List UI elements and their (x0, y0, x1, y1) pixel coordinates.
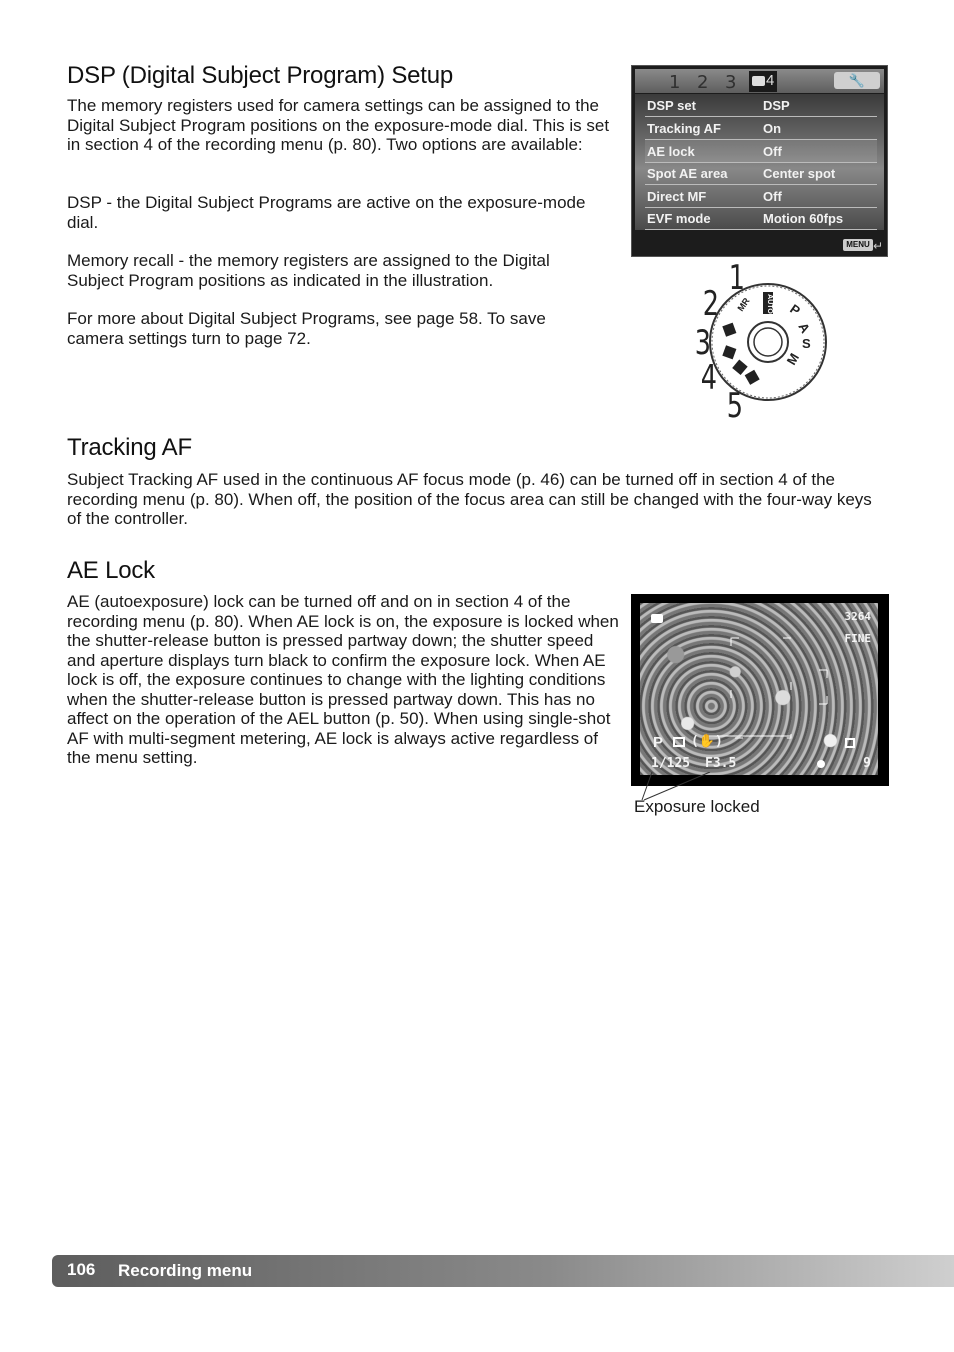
drive-mode-icon (845, 738, 855, 748)
menu-row-value: Off (763, 144, 782, 159)
menu-row-ae-lock[interactable] (645, 140, 877, 163)
dsp-paragraph-1: The memory registers used for camera settings can be assigned to the Digital Subject Program positions on the exposure-mode dial. This is set in section 4 of the recording menu (p. 80). Two options are available: (67, 96, 610, 154)
dsp-paragraph-3: Memory recall - the memory registers are assigned to the Digital Subject Program positions as indicated in the illustration. (67, 251, 550, 290)
frame-counter: 9 (863, 756, 871, 771)
menu-tab-2[interactable]: 2 (697, 72, 709, 93)
menu-row-value: DSP (763, 98, 790, 113)
dsp-heading: DSP (Digital Subject Program) Setup (67, 62, 454, 89)
exposure-mode-indicator: P (653, 734, 664, 751)
menu-row-label: DSP set (647, 98, 696, 113)
menu-tab-4-label: 4 (766, 72, 775, 89)
dial-mode-a: A (795, 320, 814, 336)
dial-mode-mr: MR (735, 295, 752, 314)
dial-number-2: 2 (702, 284, 719, 324)
viewfinder-screen (631, 594, 889, 786)
viewfinder-caption: Exposure locked (634, 797, 760, 816)
recording-menu-screen (631, 65, 888, 257)
return-icon[interactable]: ↵ (872, 239, 883, 253)
dial-number-1: 1 (728, 258, 745, 298)
menu-tab-3[interactable]: 3 (725, 72, 737, 93)
page-footer (52, 1255, 954, 1287)
menu-row-evf-mode[interactable] (645, 207, 877, 230)
dial-mode-p: P (787, 301, 803, 319)
menu-body (635, 94, 884, 230)
wrench-icon[interactable]: 🔧 (834, 72, 880, 89)
dial-number-5: 5 (726, 386, 743, 426)
camera-icon (752, 76, 765, 86)
dial-number-3: 3 (694, 323, 711, 363)
dial-mode-m: M (783, 350, 803, 368)
exposure-mode-dial (690, 258, 840, 426)
menu-row-direct-mf[interactable] (645, 185, 877, 208)
shutter-speed-readout: 1/125 (651, 756, 691, 771)
menu-row-label: Direct MF (647, 189, 707, 204)
dial-number-4: 4 (700, 358, 717, 398)
anti-shake-icon: (✋) (691, 734, 723, 749)
tracking-af-paragraph: Subject Tracking AF used in the continuous AF focus mode (p. 46) can be turned off in section 4 of the recording menu (p. 80). When off, the position of the focus area can still be changed with the four-way keys of the controller. (67, 470, 872, 528)
focus-signal-icon (817, 760, 825, 768)
menu-row-label: AE lock (647, 144, 695, 159)
tracking-af-heading: Tracking AF (67, 434, 192, 461)
menu-row-tracking-af[interactable] (645, 117, 877, 140)
metering-icon (673, 737, 685, 747)
menu-row-value: On (763, 121, 782, 136)
aperture-readout: F3.5 (705, 756, 737, 771)
menu-row-value: Motion 60fps (763, 211, 844, 226)
image-size-readout: 3264 (844, 610, 871, 623)
ae-lock-paragraph: AE (autoexposure) lock can be turned off and on in section 4 of the recording menu (p. 80). When AE lock is on, the exposure is locked when the shutter-release button is pressed partway down; the shutter speed and aperture displays turn black to confirm the exposure lock. When AE lock is off, the exposure continues to change with the lighting conditions when the shutter-release button is pressed partway down. This has no affect on the operation of the AEL button (p. 50). When using single-shot AF with multi-segment metering, AE lock is always active regardless of the menu setting. (67, 592, 619, 767)
menu-row-label: EVF mode (647, 211, 711, 226)
dsp-paragraph-2: DSP - the Digital Subject Programs are active on the exposure-mode dial. (67, 193, 586, 232)
dial-mode-auto: AUTO (766, 294, 773, 314)
image-quality-readout: FINE (844, 632, 871, 645)
menu-row-dsp-set[interactable] (645, 94, 877, 117)
camera-icon (651, 614, 663, 623)
menu-row-label: Tracking AF (647, 121, 721, 136)
page-number: 106 (67, 1260, 96, 1279)
ae-lock-heading: AE Lock (67, 557, 155, 584)
dsp-paragraph-4: For more about Digital Subject Programs, see page 58. To save camera settings turn to page 72. (67, 309, 546, 348)
section-title: Recording menu (118, 1261, 253, 1280)
menu-tab-4[interactable] (749, 71, 777, 92)
menu-button[interactable]: MENU (843, 239, 873, 251)
menu-row-value: Center spot (763, 166, 836, 181)
menu-tab-bar (635, 69, 884, 93)
menu-tab-1[interactable]: 1 (669, 72, 681, 93)
menu-row-value: Off (763, 189, 782, 204)
menu-row-spot-ae-area[interactable] (645, 162, 877, 185)
dial-mode-s: S (802, 336, 811, 351)
menu-row-label: Spot AE area (647, 166, 728, 181)
